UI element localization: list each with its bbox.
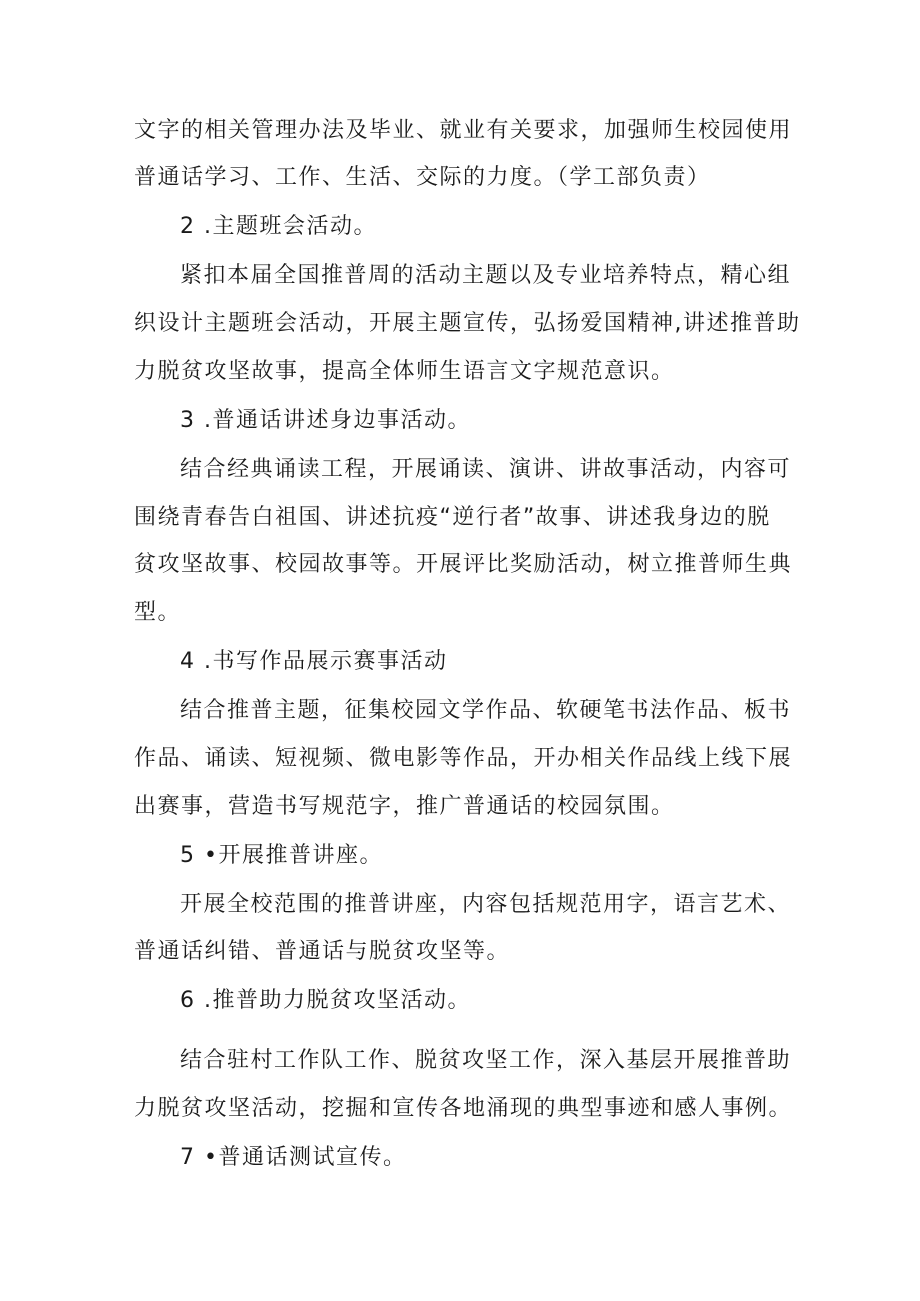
paragraph-line: 结合驻村工作队工作、脱贫攻坚工作，深入基层开展推普助 [180, 1048, 792, 1073]
section-heading-3: 3 .普通话讲述身边事活动。 [180, 408, 471, 433]
paragraph-line: 结合经典诵读工程，开展诵读、演讲、讲故事活动，内容可 [180, 457, 792, 482]
paragraph-line: 型。 [134, 600, 182, 625]
paragraph-line: 紧扣本届全国推普周的活动主题以及专业培养特点，精心组 [180, 263, 792, 288]
paragraph-line: 力脱贫攻坚活动，挖掘和宣传各地涌现的典型事迹和感人事例。 [134, 1096, 793, 1121]
paragraph-line: 文字的相关管理办法及毕业、就业有关要求，加强师生校园使用 [134, 118, 793, 143]
paragraph-line: 作品、诵读、短视频、微电影等作品，开办相关作品线上线下展 [134, 746, 793, 771]
section-heading-6: 6 .推普助力脱贫攻坚活动。 [180, 988, 471, 1013]
paragraph-line: 结合推普主题，征集校园文学作品、软硬笔书法作品、板书 [180, 698, 792, 723]
paragraph-line: 力脱贫攻坚故事，提高全体师生语言文字规范意识。 [134, 359, 675, 384]
paragraph-line: 开展全校范围的推普讲座，内容包括规范用字，语言艺术、 [180, 892, 792, 917]
paragraph-line: 织设计主题班会活动，开展主题宣传，弘扬爱国精神,讲述推普助 [134, 311, 801, 336]
paragraph-line: 普通话学习、工作、生活、交际的力度。（学工部负责） [134, 165, 711, 190]
paragraph-line: 围绕青春告白祖国、讲述抗疫“逆行者”故事、讲述我身边的脱 [134, 505, 771, 530]
section-heading-4: 4 .书写作品展示赛事活动 [180, 649, 448, 674]
paragraph-line: 普通话纠错、普通话与脱贫攻坚等。 [134, 939, 511, 964]
section-heading-2: 2 .主题班会活动。 [180, 214, 377, 239]
paragraph-line: 贫攻坚故事、校园故事等。开展评比奖励活动，树立推普师生典 [134, 552, 793, 577]
section-heading-5: 5 •开展推普讲座。 [180, 843, 383, 868]
section-heading-7: 7 •普通话测试宣传。 [180, 1145, 407, 1170]
paragraph-line: 出赛事，营造书写规范字，推广普通话的校园氛围。 [134, 794, 675, 819]
